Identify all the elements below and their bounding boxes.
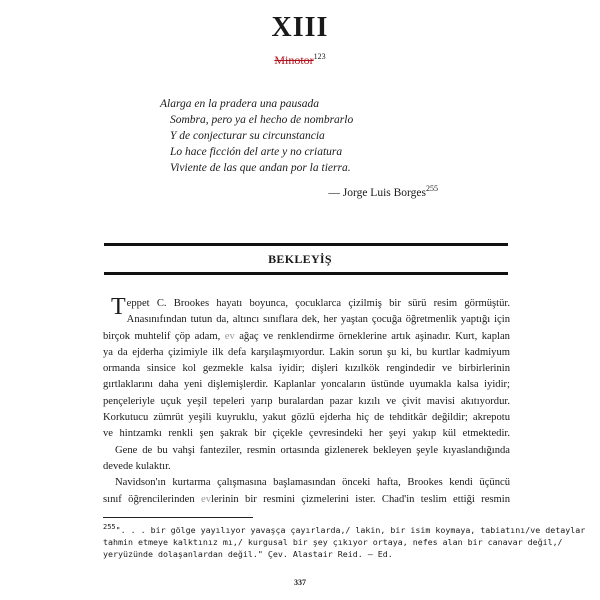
footnote-line: yeryüzünde dolaşanlardan değil." Çev. Alastair Reid. — Ed. [103,548,393,559]
body-text [103,296,510,508]
body-line: devede kulaktır. [103,460,171,472]
body-line: Anasınıfından tutun da, altıncı sınıflara dek, her yaştan çocuğa öğretmenlik yaptığı için [126,314,510,326]
body-line: ormanda sinsice kol gezmekle kalsa iyidir; dişleri kızılkök rengindedir ve birbirlerinin [103,363,510,375]
footnote-line: tahmin etmeye kalktınız mı,/ kurgusal bir şey çıkıyor ortaya, nefes alan bir canavar değil,/ [103,536,563,547]
body-line: Korkutucu zümrüt yeşili kuyruklu, yakut gözlü ejderha hiç de tehditkâr değildir; akrepotu [103,412,510,424]
footnote [103,521,586,560]
section-rule-top [104,243,508,246]
epigraph-line: Sombra, pero ya el hecho de nombrarlo [170,114,354,126]
highlighted-word-house: ev [224,330,235,342]
chapter-number: XIII [271,12,329,43]
body-line: birçok muhtelif çöp adam, ev ağaç ve renklendirme örneklerine artık aşinadır. Kurt, kaplan [103,330,510,342]
chapter-title-note-ref: 123 [313,52,326,61]
epigraph [160,96,490,176]
section-heading: BEKLEYİŞ [268,252,332,266]
body-line: Gene de bu vahşi fanteziler, resmin ortasında gizlenerek bekleyen şeyle kıyaslandığında [115,444,510,456]
page-number: 337 [294,578,306,587]
body-line: Navidson'ın kurtarma çalışmasına başlamasından önceki hafta, Brookes kendi üçüncü [115,477,510,489]
footnote-number: 255 [103,523,116,531]
epigraph-note-ref: 255 [426,184,438,193]
struck-chapter-title: Minotor [274,53,314,67]
footnote-rule [103,517,253,518]
epigraph-attribution [328,184,438,199]
body-line: pençeleriyle uçuk yeşil tepeleri yarıp buralardan pazar kızılı ve çivit mavisi akıtıyordur. [103,395,510,407]
highlighted-word-house: ev [201,493,212,505]
chapter-title [0,52,600,68]
epigraph-line: Y de conjecturar su circunstancia [170,130,325,142]
epigraph-line: Lo hace ficción del arte y no criatura [170,146,343,158]
epigraph-line: Alarga en la pradera una pausada [160,98,319,110]
drop-cap: T [111,294,126,320]
epigraph-line: Viviente de las que andan por la tierra. [170,162,351,174]
epigraph-author: — Jorge Luis Borges [328,186,426,199]
footnote-line: $^{255}$". . . bir gölge yayılıyor yavaşça çayırlarda,/ lakin, bir isim koymaya, tabiatını/ve detaylar [103,523,586,535]
section-rule-bottom [104,272,508,275]
body-line: gırtlaklarını daha yeni dişlemişlerdir. Kaplanlar yoncaların üstünde uyumakla kalsa iyidir; [103,379,510,391]
body-line: sınıf öğrencilerinden evlerinin bir resmini çizmelerini ister. Chad'in teslim ettiği resmin [103,493,510,505]
body-line: Teppet C. Brookes hayatı boyunca, çocuklarca çizilmiş bir sürü resim görmüştür. [111,294,510,320]
body-line: ve hintzamkı renkli şen şakrak bir çiçekle çevresindeki her şeyi yakıp kül etmektedir. [103,428,510,440]
body-line: ya da ejderha çizimiyle ilk defa karşılaşmıyordur. Lakin sorun şu ki, bu kurtlar kadmiyum [103,346,510,358]
